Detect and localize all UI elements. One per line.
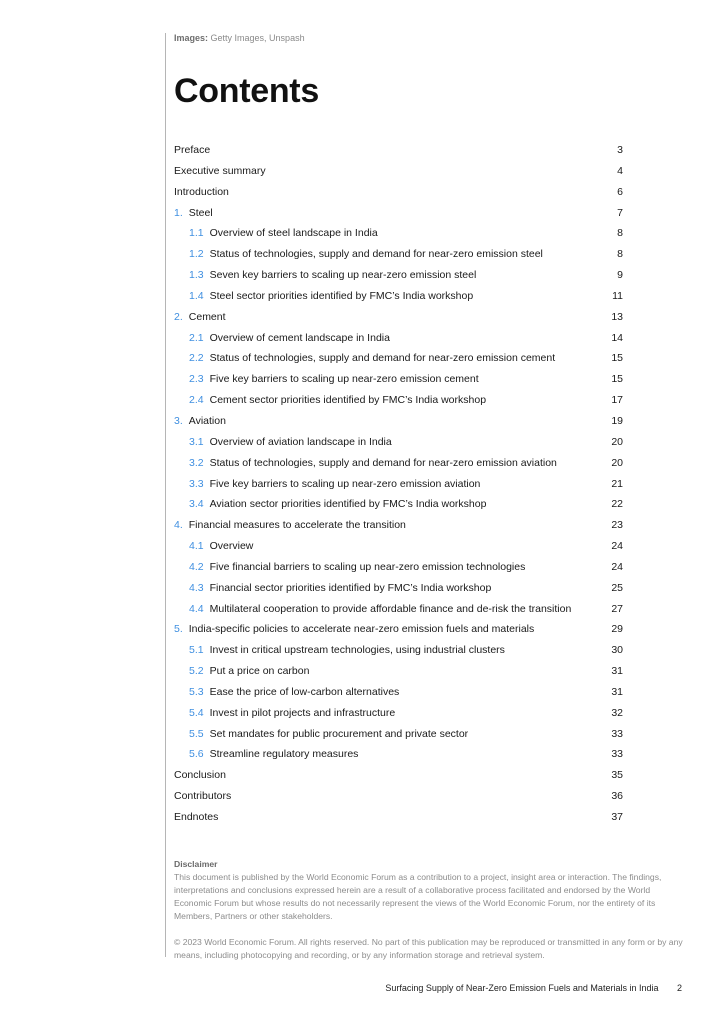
- image-credits-label: Images:: [174, 33, 209, 43]
- toc-entry-title: Status of technologies, supply and demand for near-zero emission cement: [209, 352, 556, 365]
- toc-entry-page: 29: [611, 623, 623, 636]
- toc-entry-title: Overview of cement landscape in India: [209, 331, 390, 344]
- toc-entry[interactable]: [174, 599, 624, 620]
- toc-entry-page: 13: [611, 310, 623, 323]
- toc-entry-title: Cement sector priorities identified by FMC’s India workshop: [209, 394, 487, 407]
- toc-entry-number: 4.: [174, 519, 183, 532]
- toc-entry[interactable]: [174, 453, 624, 474]
- toc-entry-number: 5.6: [189, 748, 204, 761]
- toc-entry-title: Overview: [209, 540, 254, 553]
- toc-entry[interactable]: [174, 494, 624, 515]
- toc-entry-title: Cement: [188, 310, 226, 323]
- toc-entry-page: 20: [611, 456, 623, 469]
- toc-entry-title: Endnotes: [174, 811, 219, 823]
- image-credits-text: Getty Images, Unspash: [210, 33, 305, 43]
- toc-entry-title: Multilateral cooperation to provide affordable finance and de-risk the transition: [209, 602, 572, 615]
- toc-entry-number: 1.4: [189, 289, 204, 302]
- toc-entry-page: 30: [611, 644, 623, 657]
- toc-entry[interactable]: [174, 265, 624, 286]
- toc-entry[interactable]: [174, 619, 624, 640]
- image-credits: [174, 33, 305, 43]
- toc-entry-title: Set mandates for public procurement and private sector: [209, 727, 469, 740]
- toc-entry[interactable]: [174, 411, 624, 432]
- toc-entry-page: 14: [611, 331, 623, 344]
- toc-entry-number: 1.2: [189, 248, 204, 261]
- toc-entry[interactable]: [174, 390, 624, 411]
- toc-entry-title: Invest in critical upstream technologies, using industrial clusters: [209, 644, 505, 657]
- toc-entry[interactable]: [174, 640, 624, 661]
- toc-entry[interactable]: [174, 786, 624, 807]
- toc-entry[interactable]: [174, 557, 624, 578]
- toc-entry-title: Put a price on carbon: [209, 665, 310, 678]
- toc-entry-title: Status of technologies, supply and demand for near-zero emission steel: [209, 248, 543, 261]
- toc-entry-title: Seven key barriers to scaling up near-zero emission steel: [209, 269, 477, 282]
- toc-entry[interactable]: [174, 807, 624, 828]
- toc-entry-page: 24: [611, 540, 623, 553]
- toc-entry-number: 2.3: [189, 373, 204, 386]
- disclaimer: [174, 858, 684, 923]
- toc-entry[interactable]: [174, 765, 624, 786]
- toc-entry-page: 33: [611, 727, 623, 740]
- footer-page-number: 2: [676, 983, 682, 993]
- toc-entry-number: 5.4: [189, 706, 204, 719]
- toc-entry-title: India-specific policies to accelerate near-zero emission fuels and materials: [188, 623, 535, 636]
- toc-entry-title: Overview of aviation landscape in India: [209, 435, 392, 448]
- left-margin-rule: [165, 33, 166, 957]
- toc-entry[interactable]: [174, 223, 624, 244]
- toc-entry-page: 8: [617, 248, 623, 261]
- toc-entry-page: 27: [611, 602, 623, 615]
- toc-entry-title: Conclusion: [174, 769, 226, 782]
- toc-entry[interactable]: [174, 203, 624, 224]
- toc-entry-page: 31: [611, 665, 623, 678]
- page-title: Contents: [174, 72, 319, 110]
- footer-title: Surfacing Supply of Near-Zero Emission Fuels and Materials in India: [385, 983, 659, 993]
- toc-entry-page: 3: [617, 144, 623, 156]
- toc-entry-number: 4.3: [189, 581, 204, 594]
- toc-entry-page: 15: [611, 352, 623, 365]
- toc-entry-number: 2.: [174, 310, 183, 323]
- toc-entry-title: Invest in pilot projects and infrastructure: [209, 706, 396, 719]
- toc-entry-number: 5.1: [189, 644, 204, 657]
- toc-entry-page: 15: [611, 373, 623, 386]
- toc-entry-page: 7: [617, 206, 623, 219]
- toc-entry-page: 32: [611, 706, 623, 719]
- disclaimer-heading: Disclaimer: [174, 859, 218, 869]
- toc-entry-title: Ease the price of low-carbon alternatives: [209, 685, 400, 698]
- disclaimer-text: This document is published by the World Economic Forum as a contribution to a project, insight area or interaction. The findings, interpretations and conclusions expressed herein are a result of a collaborative process facilitated and endorsed by the World Economic Forum but whose results do not necessarily represent the views of the World Economic Forum, nor the entirety of its Members, Partners or other stakeholders.: [174, 872, 662, 921]
- toc-entry-number: 3.2: [189, 456, 204, 469]
- toc-entry-title: Contributors: [174, 790, 232, 803]
- toc-entry[interactable]: [174, 307, 624, 328]
- toc-entry[interactable]: [174, 182, 624, 203]
- toc-entry[interactable]: [174, 661, 624, 682]
- toc-entry-page: 37: [611, 811, 623, 823]
- toc-entry-number: 2.1: [189, 331, 204, 344]
- toc-entry-title: Steel: [188, 206, 213, 219]
- toc-entry-page: 19: [611, 414, 623, 427]
- copyright-notice: © 2023 World Economic Forum. All rights reserved. No part of this publication may be reproduced or transmitted in any form or by any means, including photocopying and recording, or by any information storage and retrieval system.: [174, 937, 683, 960]
- toc-entry[interactable]: [174, 724, 624, 745]
- toc-entry-number: 4.1: [189, 540, 204, 553]
- toc-entry-title: Steel sector priorities identified by FMC’s India workshop: [209, 289, 474, 302]
- toc-entry-page: 23: [611, 519, 623, 532]
- toc-entry-title: Executive summary: [174, 164, 266, 177]
- toc-entry[interactable]: [174, 474, 624, 495]
- toc-entry-title: Status of technologies, supply and demand for near-zero emission aviation: [209, 456, 557, 469]
- toc-entry-title: Five key barriers to scaling up near-zero emission aviation: [209, 477, 481, 490]
- toc-entry-title: Preface: [174, 144, 211, 156]
- toc-entry-title: Introduction: [174, 185, 229, 198]
- toc-entry-title: Aviation: [188, 414, 226, 427]
- toc-entry-number: 2.4: [189, 394, 204, 407]
- toc-entry[interactable]: [174, 703, 624, 724]
- toc-entry-number: 1.3: [189, 269, 204, 282]
- toc-entry-page: 6: [617, 185, 623, 198]
- toc-entry-title: Five financial barriers to scaling up near-zero emission technologies: [209, 560, 526, 573]
- page-footer: [385, 983, 682, 993]
- toc-entry-page: 8: [617, 227, 623, 240]
- toc-entry[interactable]: [174, 515, 624, 536]
- toc-entry[interactable]: [174, 286, 624, 307]
- toc-entry-page: 25: [611, 581, 623, 594]
- toc-entry-page: 24: [611, 560, 623, 573]
- toc-entry[interactable]: [174, 744, 624, 765]
- toc-entry-number: 5.5: [189, 727, 204, 740]
- toc-entry[interactable]: [174, 578, 624, 599]
- toc-entry[interactable]: [174, 161, 624, 182]
- toc-entry-page: 17: [611, 394, 623, 407]
- toc-entry-page: 9: [617, 269, 623, 282]
- toc-entry-page: 31: [611, 685, 623, 698]
- toc-entry-number: 3.3: [189, 477, 204, 490]
- toc-entry-number: 2.2: [189, 352, 204, 365]
- toc-entry[interactable]: [174, 140, 624, 161]
- toc-entry-number: 5.: [174, 623, 183, 636]
- toc-entry-number: 1.: [174, 206, 183, 219]
- toc-entry-page: 21: [611, 477, 623, 490]
- toc-entry-title: Overview of steel landscape in India: [209, 227, 378, 240]
- toc-entry-title: Financial measures to accelerate the transition: [188, 519, 406, 532]
- toc-entry[interactable]: [174, 369, 624, 390]
- toc-entry-page: 20: [611, 435, 623, 448]
- toc-entry[interactable]: [174, 682, 624, 703]
- toc-entry[interactable]: [174, 244, 624, 265]
- toc-entry-page: 33: [611, 748, 623, 761]
- toc-entry-page: 35: [611, 769, 623, 782]
- table-of-contents: [174, 140, 624, 828]
- toc-entry[interactable]: [174, 432, 624, 453]
- toc-entry-number: 3.4: [189, 498, 204, 511]
- toc-entry-page: 4: [617, 164, 623, 177]
- toc-entry[interactable]: [174, 536, 624, 557]
- toc-entry[interactable]: [174, 328, 624, 349]
- toc-entry-number: 5.2: [189, 665, 204, 678]
- toc-entry-number: 5.3: [189, 685, 204, 698]
- toc-entry-number: 3.1: [189, 435, 204, 448]
- toc-entry-number: 4.4: [189, 602, 204, 615]
- toc-entry-title: Streamline regulatory measures: [209, 748, 359, 761]
- toc-entry-page: 36: [611, 790, 623, 803]
- toc-entry-title: Five key barriers to scaling up near-zero emission cement: [209, 373, 479, 386]
- toc-entry[interactable]: [174, 348, 624, 369]
- toc-entry-title: Aviation sector priorities identified by FMC’s India workshop: [209, 498, 487, 511]
- toc-entry-number: 3.: [174, 414, 183, 427]
- toc-entry-number: 4.2: [189, 560, 204, 573]
- toc-entry-number: 1.1: [189, 227, 204, 240]
- toc-entry-page: 11: [612, 289, 623, 302]
- toc-entry-page: 22: [611, 498, 623, 511]
- toc-entry-title: Financial sector priorities identified by FMC’s India workshop: [209, 581, 492, 594]
